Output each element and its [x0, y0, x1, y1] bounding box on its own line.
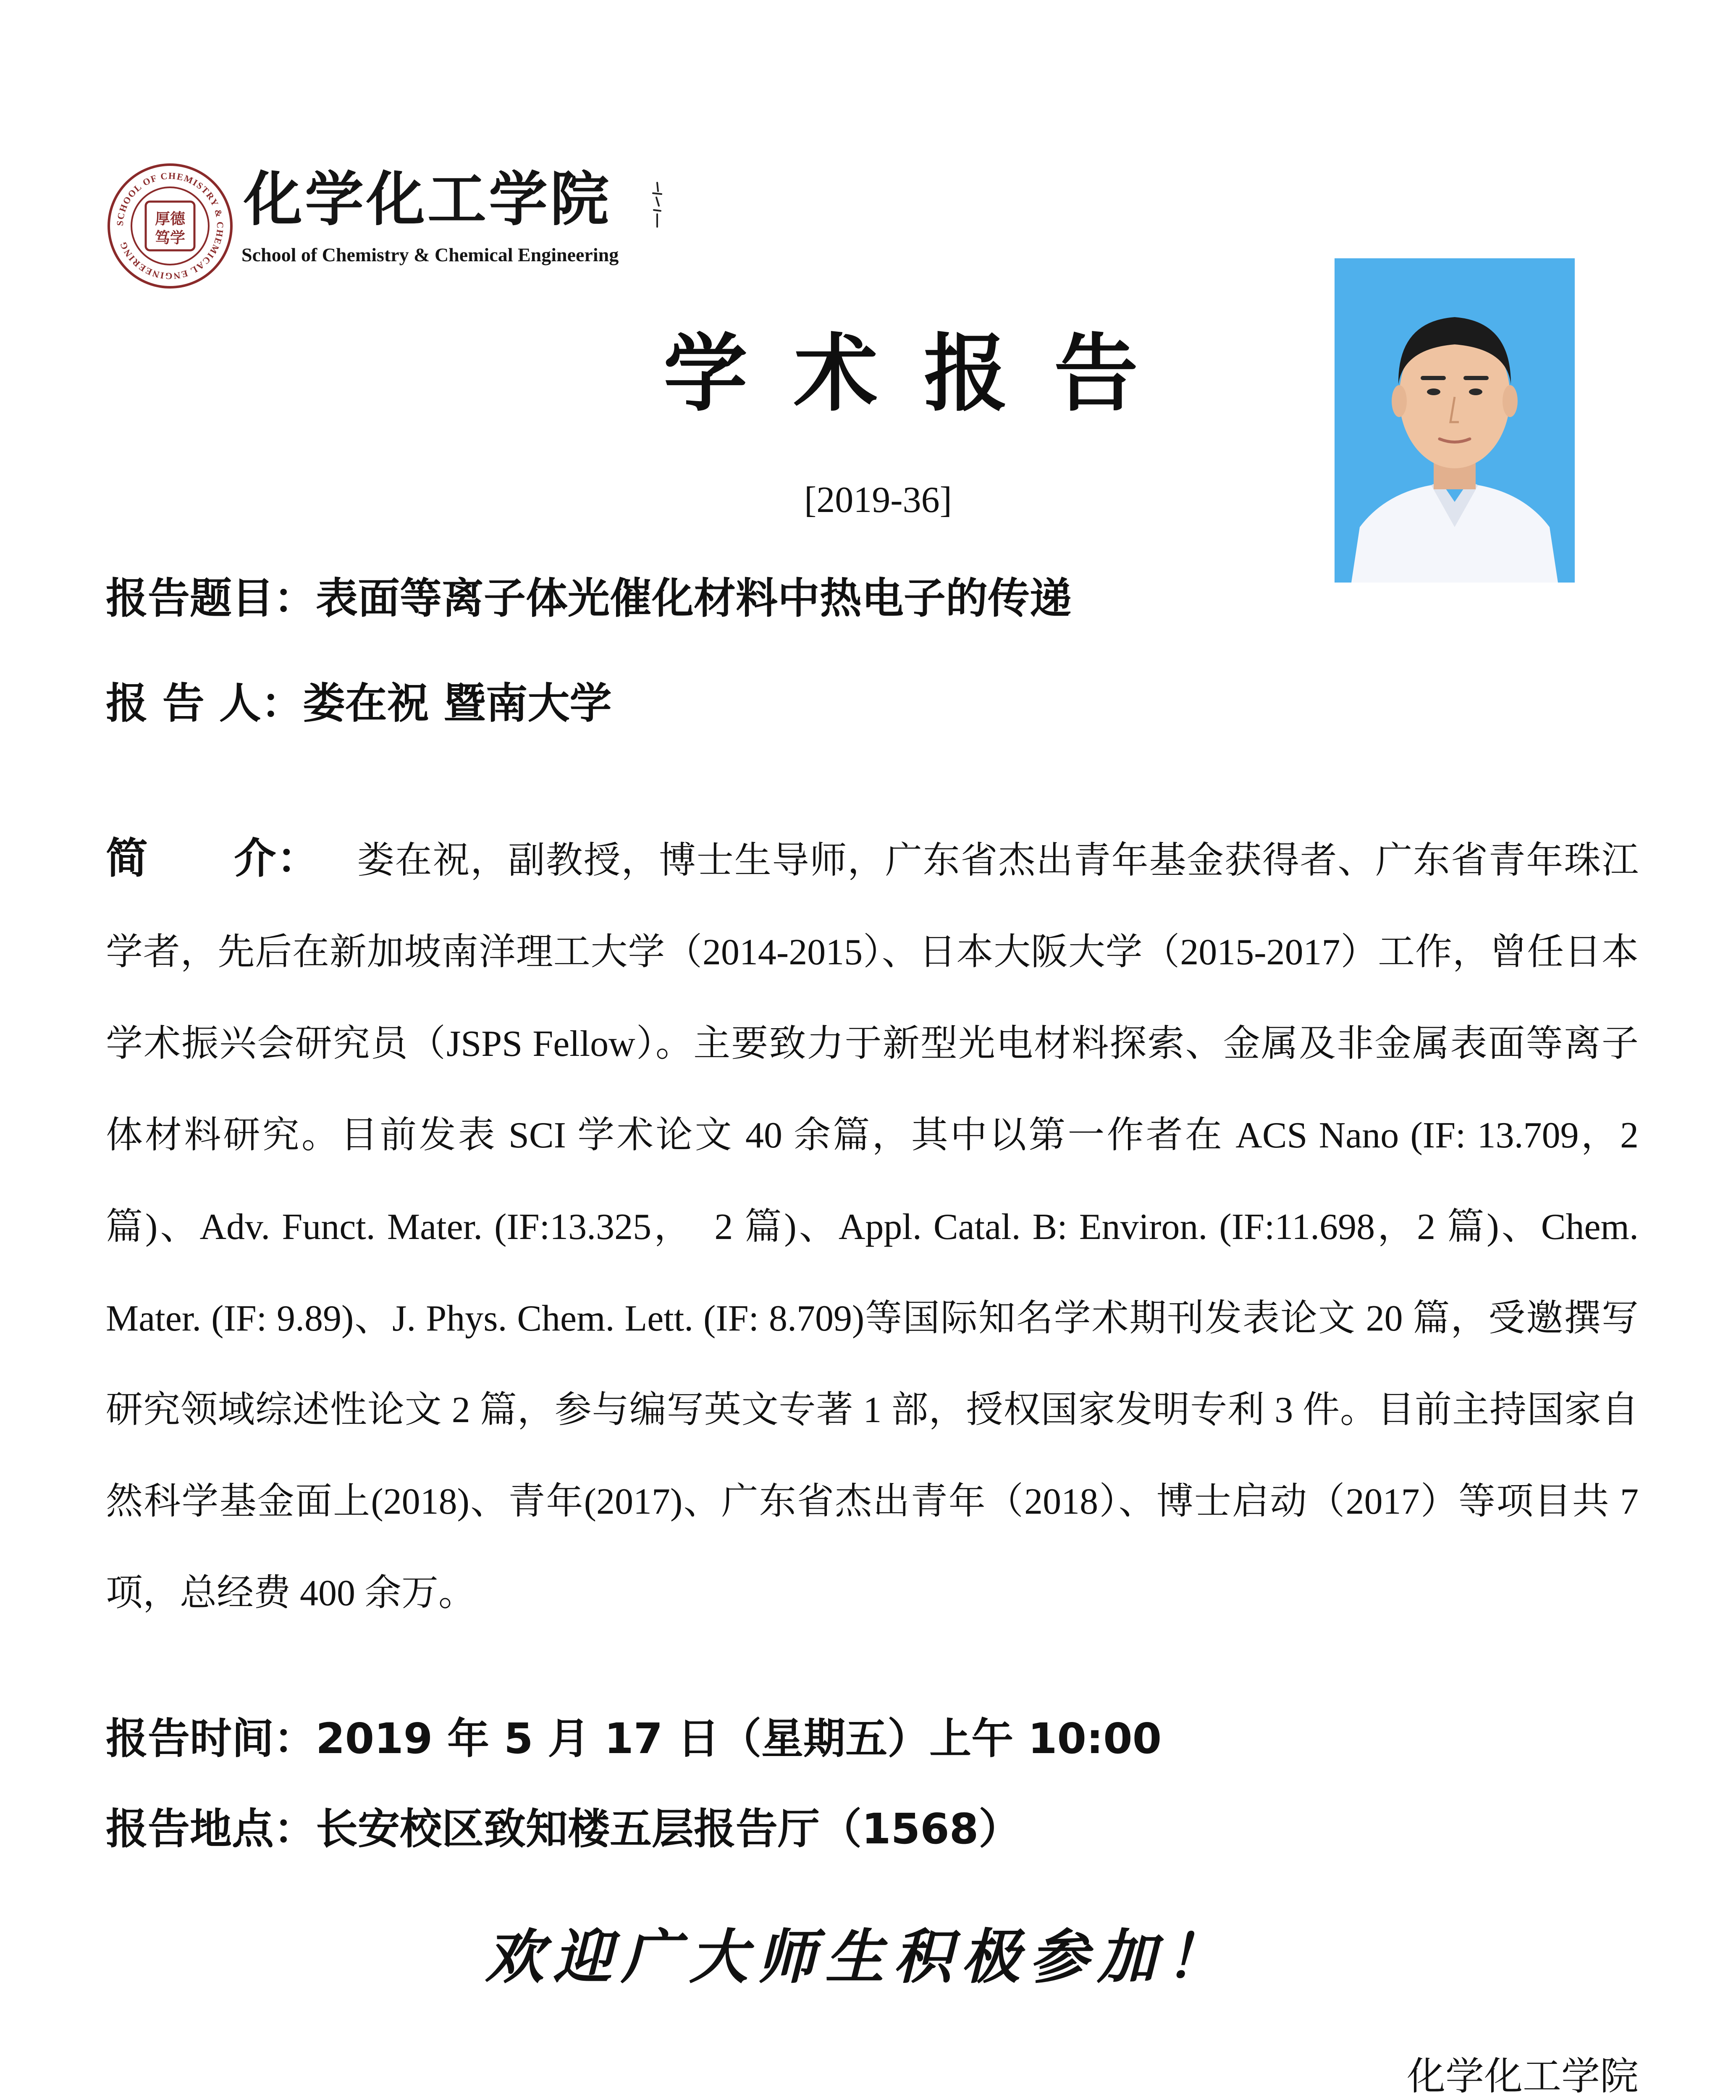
topic-value: 表面等离子体光催化材料中热电子的传递 — [316, 574, 1072, 623]
report-time-line — [106, 1714, 1162, 1763]
welcome-message: 欢迎广大师生积极参加！ — [485, 1923, 1234, 1992]
speaker-value: 娄在祝 暨南大学 — [303, 679, 612, 728]
footer-organization: 化学化工学院 — [1406, 2055, 1639, 2098]
intro-label: 简 介： — [106, 834, 320, 883]
seal-ring-text: SCHOOL OF CHEMISTRY & CHEMICAL ENGINEERING — [114, 170, 226, 282]
time-value: 2019 年 5 月 17 日（星期五）上午 10:00 — [316, 1714, 1162, 1763]
document-number: [2019-36] — [804, 480, 952, 520]
speaker-label: 报 告 人： — [106, 679, 303, 728]
school-logo-english: School of Chemistry & Chemical Engineering — [241, 244, 619, 265]
school-seal — [107, 163, 233, 289]
calligraphy-signature-mark — [649, 181, 666, 231]
seal-center-text-top: 厚德 — [155, 210, 186, 228]
speaker-photo — [1335, 258, 1575, 583]
time-label: 报告时间： — [106, 1714, 316, 1763]
document-title: 学术报告 — [663, 324, 1185, 423]
intro-text: 娄在祝，副教授，博士生导师，广东省杰出青年基金获得者、广东省青年珠江学者，先后在新加坡南洋理工大学（2014-2015）、日本大阪大学（2015-2017）工作，曾任日本学术振兴会研究员（JSPS Fellow）。主要致力于新型光电材料探索、金属及非金属表面等离子体材料研究。目前发表 SCI 学术论文 40 余篇，其中以第一作者在 ACS Nano (IF: 13.709，2 篇)、Adv. Funct. Mater. (IF:13.325， 2 篇)、Appl. Catal. B: Environ. (IF:11.698，2 篇)、Chem. Mater. (IF: 9.89)、J. Phys. Chem. Lett. (IF: 8.709)等国际知名学术期刊发表论文 20 篇，受邀撰写研究领域综述性论文 2 篇，参与编写英文专著 1 部，授权国家发明专利 3 件。目前主持国家自然科学基金面上(2018)、青年(2017)、广东省杰出青年（2018）、博士启动（2017）等项目共 7 项，总经费 400 余万。 — [106, 840, 1639, 1614]
school-logo-chinese: 化学化工学院 — [244, 165, 612, 234]
speaker-introduction — [106, 813, 1639, 1639]
report-speaker-line — [106, 679, 612, 728]
topic-label: 报告题目： — [106, 574, 316, 623]
seal-center-text-bottom: 笃学 — [155, 229, 186, 247]
place-value: 长安校区致知楼五层报告厅（1568） — [316, 1804, 1021, 1853]
report-topic-line — [106, 574, 1072, 623]
report-place-line — [106, 1804, 1021, 1853]
place-label: 报告地点： — [106, 1804, 316, 1853]
